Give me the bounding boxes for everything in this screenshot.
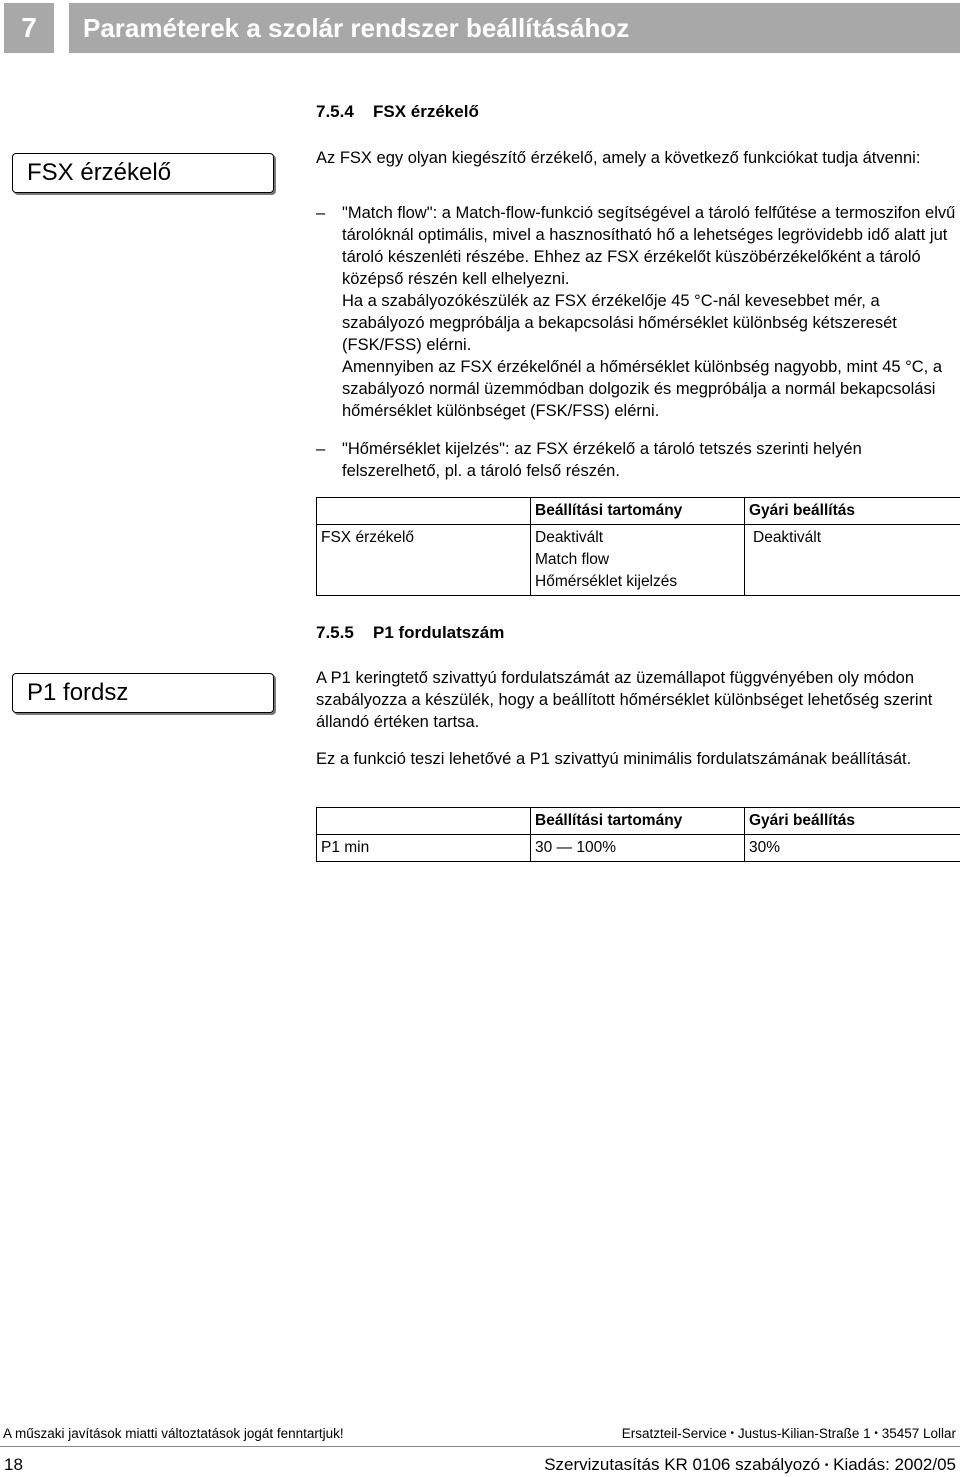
table-cell-name: FSX érzékelő bbox=[317, 525, 531, 596]
table-header-empty bbox=[317, 808, 531, 835]
display-label-p1: P1 fordsz bbox=[12, 673, 274, 713]
document-info bbox=[544, 1455, 956, 1475]
footer-disclaimer: A műszaki javítások miatti változtatások jogát fenntartjuk! bbox=[3, 1426, 344, 1441]
section-number: 7.5.5 bbox=[316, 623, 354, 642]
bullet-match-flow bbox=[316, 202, 960, 422]
table-row bbox=[317, 835, 960, 862]
range-option: Deaktivált bbox=[535, 529, 604, 546]
address-company: Ersatzteil-Service bbox=[621, 1426, 727, 1441]
table-cell-name: P1 min bbox=[317, 835, 531, 862]
table-header-default: Gyári beállítás bbox=[745, 498, 960, 525]
section-number: 7.5.4 bbox=[316, 102, 354, 121]
section-title: P1 fordulatszám bbox=[373, 623, 505, 642]
table-cell-default: Deaktivált bbox=[745, 525, 960, 596]
page-number: 18 bbox=[4, 1455, 23, 1474]
fsx-intro: Az FSX egy olyan kiegészítő érzékelő, amely a következő funkciókat tudja átvenni: bbox=[316, 149, 921, 167]
match-flow-low: Ha a szabályozókészülék az FSX érzékelője 45 °C-nál kevesebbet mér, a szabályozó megpróbálja a bekapcsolási hőmérséklet különbség kétszeresét (FSK/FSS) elérni. bbox=[342, 292, 897, 354]
p1-min-desc: Ez a funkció teszi lehetővé a P1 szivattyú minimális fordulatszámának beállítását. bbox=[316, 750, 912, 768]
address-city: 35457 Lollar bbox=[881, 1426, 956, 1441]
table-row bbox=[317, 525, 960, 596]
p1-settings-table bbox=[316, 807, 960, 862]
table-cell-range bbox=[531, 525, 745, 596]
doc-edition: Kiadás: 2002/05 bbox=[833, 1455, 956, 1474]
bullet-dash: – bbox=[316, 440, 326, 458]
fsx-settings-table bbox=[316, 497, 960, 596]
range-option: Match flow bbox=[535, 551, 610, 568]
match-flow-desc: "Match flow": a Match-flow-funkció segítségével a tároló felfűtése a termoszifon elvű tárolóknál optimális, mivel a hasznosítható hő a lehetséges legrövidebb idő alatt jut tároló készenléti részébe. Ehhez az FSX érzékelőt küszöbérzékelőként a tároló középső részén kell elhelyezni. bbox=[342, 204, 956, 288]
footer-divider bbox=[0, 1446, 960, 1447]
table-header-empty bbox=[317, 498, 531, 525]
table-header-row bbox=[317, 808, 960, 835]
table-header-range: Beállítási tartomány bbox=[531, 498, 745, 525]
table-header-row bbox=[317, 498, 960, 525]
footer-address bbox=[622, 1426, 956, 1441]
section-heading-p1 bbox=[316, 623, 504, 643]
address-street: Justus-Kilian-Straße 1 bbox=[737, 1426, 871, 1441]
doc-title: Szervizutasítás KR 0106 szabályozó bbox=[544, 1455, 821, 1474]
table-header-default: Gyári beállítás bbox=[745, 808, 960, 835]
p1-desc: A P1 keringtető szivattyú fordulatszámát az üzemállapot függvényében oly módon szabályozza a készülék, hogy a beállított hőmérséklet különbséget lehetőség szerint állandó értéken tartsa. bbox=[316, 669, 933, 731]
bullet-separator: • bbox=[824, 1460, 829, 1471]
bullet-separator: • bbox=[730, 1428, 735, 1439]
display-label-fsx: FSX érzékelő bbox=[12, 153, 274, 193]
match-flow-high: Amennyiben az FSX érzékelőnél a hőmérséklet különbség nagyobb, mint 45 °C, a szabályozó normál üzemmódban dolgozik és megpróbálja a normál bekapcsolási hőmérséklet különbséget (FSK/FSS) elérni. bbox=[342, 358, 943, 420]
bullet-temp-display bbox=[316, 438, 960, 482]
bullet-separator: • bbox=[874, 1428, 878, 1439]
range-option: Hőmérséklet kijelzés bbox=[535, 573, 678, 590]
section-heading-fsx bbox=[316, 102, 479, 122]
table-header-range: Beállítási tartomány bbox=[531, 808, 745, 835]
bullet-dash: – bbox=[316, 204, 326, 222]
table-cell-default: 30% bbox=[745, 835, 960, 862]
table-cell-range: 30 — 100% bbox=[531, 835, 745, 862]
chapter-number: 7 bbox=[4, 3, 54, 53]
temp-display-desc: "Hőmérséklet kijelzés": az FSX érzékelő a tároló tetszés szerinti helyén felszerelhető, pl. a tároló felső részén. bbox=[342, 440, 862, 480]
chapter-title: Paraméterek a szolár rendszer beállításához bbox=[69, 3, 960, 53]
section-title: FSX érzékelő bbox=[373, 102, 479, 121]
